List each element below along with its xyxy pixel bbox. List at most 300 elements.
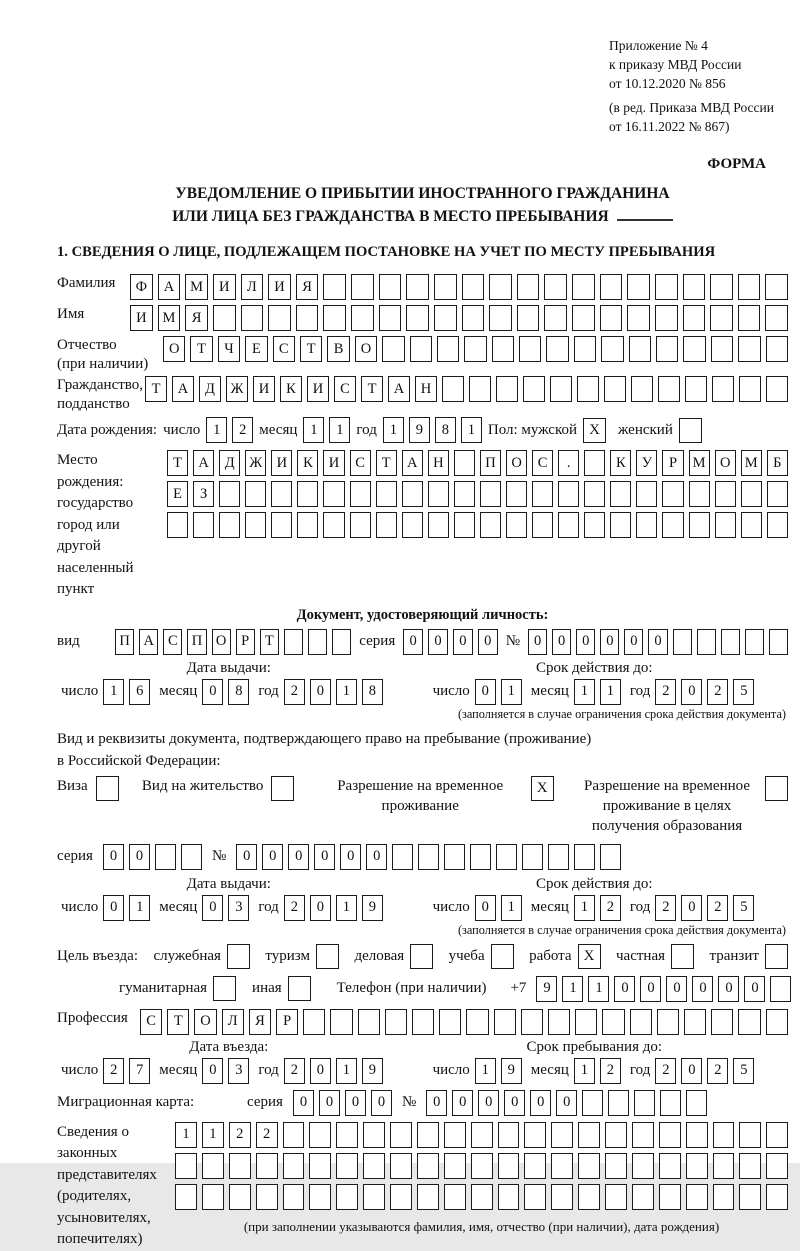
char-box [765, 274, 788, 300]
char-box: 0 [366, 844, 387, 870]
char-box [444, 1184, 466, 1210]
residence-number-boxes [236, 844, 621, 870]
char-box: А [172, 376, 194, 402]
char-box: 6 [129, 679, 150, 705]
char-box [466, 1009, 488, 1035]
migration-series-boxes [293, 1090, 392, 1116]
edition-line: (в ред. Приказа МВД России [609, 100, 774, 115]
char-box [575, 1009, 597, 1035]
study-checkbox [491, 944, 514, 969]
option-residence-permit: Вид на жительство [142, 776, 294, 801]
char-box: 0 [640, 976, 661, 1002]
char-box: А [193, 450, 214, 476]
char-box: 0 [530, 1090, 551, 1116]
representatives-boxes-3 [175, 1184, 788, 1210]
char-box [309, 1153, 331, 1179]
char-box: 0 [744, 976, 765, 1002]
char-box [605, 1153, 627, 1179]
char-box: 2 [655, 895, 676, 921]
representatives-block [57, 1122, 788, 1251]
stay-day-boxes [475, 1058, 522, 1084]
phone-boxes [536, 976, 791, 1002]
char-box [721, 629, 740, 655]
char-box [713, 1184, 735, 1210]
char-box [697, 629, 716, 655]
char-box [584, 481, 605, 507]
title-line-2: ИЛИ ЛИЦА БЕЗ ГРАЖДАНСТВА В МЕСТО ПРЕБЫВАНИЯ [57, 205, 788, 228]
char-box [551, 1184, 573, 1210]
tourism-checkbox [316, 944, 339, 969]
char-box [428, 481, 449, 507]
char-box [336, 1184, 358, 1210]
char-box: Р [662, 450, 683, 476]
day-label: число [61, 1062, 99, 1078]
char-box [659, 1153, 681, 1179]
char-box: Ф [130, 274, 153, 300]
year-label: год [258, 683, 279, 699]
char-box [283, 1184, 305, 1210]
char-box [769, 629, 788, 655]
char-box [351, 274, 374, 300]
char-box: 0 [600, 629, 619, 655]
firstname-boxes [130, 305, 788, 331]
entry-day-boxes [103, 1058, 150, 1084]
char-box [632, 1122, 654, 1148]
char-box [608, 1090, 629, 1116]
char-box [631, 376, 653, 402]
char-box [454, 481, 475, 507]
representatives-note: (при заполнении указываются фамилия, имя, отчество (при наличии), дата рождения) [243, 1218, 720, 1234]
char-box: 0 [426, 1090, 447, 1116]
option-temp-residence-education: Разрешение на временное проживание в целях получения образования [577, 776, 788, 836]
char-box: 0 [310, 1058, 331, 1084]
char-box: Д [199, 376, 221, 402]
stay-year-boxes [655, 1058, 754, 1084]
char-box [336, 1122, 358, 1148]
char-box [181, 844, 202, 870]
char-box: И [307, 376, 329, 402]
char-box [297, 481, 318, 507]
char-box [437, 336, 459, 362]
temp-residence-checkbox: X [531, 776, 554, 801]
char-box [406, 274, 429, 300]
visit-purpose-row-1 [57, 944, 788, 969]
char-box: 1 [129, 895, 150, 921]
char-box [601, 336, 623, 362]
citizenship-row [57, 376, 788, 414]
char-box: 0 [345, 1090, 366, 1116]
char-box: 1 [329, 417, 350, 443]
char-box: И [323, 450, 344, 476]
char-box [546, 336, 568, 362]
char-box: 0 [648, 629, 667, 655]
char-box [584, 512, 605, 538]
residence-issue-month-boxes [202, 895, 249, 921]
char-box [330, 1009, 352, 1035]
char-box [683, 336, 705, 362]
char-box [489, 274, 512, 300]
char-box [376, 512, 397, 538]
valid-until-heading: Срок действия до: [535, 875, 653, 892]
char-box: З [193, 481, 214, 507]
firstname-row [57, 305, 788, 331]
char-box [767, 481, 788, 507]
char-box [175, 1153, 197, 1179]
char-box [574, 336, 596, 362]
char-box: 0 [202, 1058, 223, 1084]
char-box [323, 274, 346, 300]
char-box: М [185, 274, 208, 300]
char-box [213, 305, 236, 331]
char-box [632, 1184, 654, 1210]
day-label: число [432, 1062, 470, 1078]
char-box [610, 481, 631, 507]
char-box [323, 512, 344, 538]
char-box: Ч [218, 336, 240, 362]
char-box [627, 305, 650, 331]
char-box: Т [300, 336, 322, 362]
char-box: 1 [383, 417, 404, 443]
page-title [57, 183, 788, 228]
option-visa: Виза [57, 776, 119, 801]
char-box [600, 305, 623, 331]
char-box [283, 1122, 305, 1148]
residence-valid-month-boxes [574, 895, 621, 921]
visit-purpose-row-2 [119, 976, 788, 1002]
char-box: 0 [103, 895, 124, 921]
business-checkbox [410, 944, 433, 969]
birth-place-boxes-3 [167, 512, 788, 538]
char-box: Л [241, 274, 264, 300]
char-box [765, 305, 788, 331]
profession-row [57, 1009, 788, 1035]
char-box: 2 [600, 1058, 621, 1084]
month-label: месяц [530, 899, 569, 915]
char-box [711, 336, 733, 362]
section-1-heading: 1. СВЕДЕНИЯ О ЛИЦЕ, ПОДЛЕЖАЩЕМ ПОСТАНОВКЕ НА УЧЕТ ПО МЕСТУ ПРЕБЫВАНИЯ [57, 244, 716, 260]
char-box: 0 [310, 895, 331, 921]
char-box [444, 1153, 466, 1179]
char-box: М [689, 450, 710, 476]
doc-number-boxes [528, 629, 788, 655]
char-box: Ж [245, 450, 266, 476]
char-box: 0 [475, 679, 496, 705]
profession-label: Профессия [57, 1009, 128, 1026]
char-box [766, 336, 788, 362]
char-box: 1 [574, 895, 595, 921]
char-box: 1 [600, 679, 621, 705]
char-box: 0 [202, 895, 223, 921]
char-box: Т [167, 450, 188, 476]
entry-date-heading: Дата въезда: [189, 1038, 269, 1055]
char-box: И [253, 376, 275, 402]
char-box: 0 [681, 895, 702, 921]
char-box: И [130, 305, 153, 331]
char-box [219, 481, 240, 507]
char-box: Т [376, 450, 397, 476]
char-box [471, 1184, 493, 1210]
char-box [713, 1153, 735, 1179]
char-box [766, 376, 788, 402]
char-box: Р [236, 629, 255, 655]
char-box: 0 [340, 844, 361, 870]
char-box: 0 [666, 976, 687, 1002]
profession-boxes [140, 1009, 788, 1035]
char-box [686, 1090, 707, 1116]
char-box [402, 512, 423, 538]
char-box [686, 1122, 708, 1148]
year-label: год [258, 899, 279, 915]
char-box [498, 1122, 520, 1148]
char-box: 1 [336, 679, 357, 705]
entry-dates [57, 1039, 788, 1084]
day-label: число [61, 899, 99, 915]
char-box [469, 376, 491, 402]
char-box: 8 [362, 679, 383, 705]
phone-prefix: +7 [510, 980, 527, 996]
identity-doc-row [57, 629, 788, 655]
char-box: 1 [501, 895, 522, 921]
char-box [464, 336, 486, 362]
char-box: Я [296, 274, 319, 300]
char-box [480, 481, 501, 507]
purpose-business: деловая [354, 944, 433, 969]
char-box [683, 274, 706, 300]
char-box: С [140, 1009, 162, 1035]
char-box [418, 844, 439, 870]
char-box: И [268, 274, 291, 300]
char-box: Т [190, 336, 212, 362]
residence-issue-year-boxes [284, 895, 383, 921]
patronymic-row [57, 336, 788, 374]
char-box [655, 305, 678, 331]
validity-note: (заполняется в случае ограничения срока действия документа) [457, 922, 786, 937]
char-box: 0 [552, 629, 571, 655]
entry-year-boxes [284, 1058, 383, 1084]
char-box [175, 1184, 197, 1210]
migration-card-label: Миграционная карта: [57, 1094, 195, 1110]
char-box [741, 481, 762, 507]
char-box: О [355, 336, 377, 362]
birth-place-label: Место рождения: государство город или другой населенный пункт [57, 452, 134, 597]
char-box [496, 844, 517, 870]
char-box [296, 305, 319, 331]
char-box: 0 [528, 629, 547, 655]
birth-date-label: Дата рождения: [57, 421, 158, 438]
char-box [657, 1009, 679, 1035]
char-box [673, 629, 692, 655]
entry-month-boxes [202, 1058, 249, 1084]
char-box [574, 844, 595, 870]
residence-doc-intro: Вид и реквизиты документа, подтверждающего право на пребывание (проживание) в Российской Федерации: [57, 730, 592, 769]
representatives-label: Сведения о законных представителях (родителях, усыновителях, попечителях) [57, 1123, 157, 1247]
char-box [610, 512, 631, 538]
char-box: 1 [303, 417, 324, 443]
char-box [662, 481, 683, 507]
char-box [715, 512, 736, 538]
char-box [710, 274, 733, 300]
char-box: К [297, 450, 318, 476]
purpose-humanitarian: гуманитарная [119, 976, 236, 1001]
char-box: 0 [556, 1090, 577, 1116]
valid-month-boxes [574, 679, 621, 705]
char-box [229, 1184, 251, 1210]
purpose-tourism: туризм [265, 944, 339, 969]
char-box [428, 512, 449, 538]
char-box [434, 274, 457, 300]
char-box [309, 1122, 331, 1148]
work-checkbox: X [578, 944, 601, 969]
char-box [323, 305, 346, 331]
representatives-boxes-1 [175, 1122, 788, 1148]
char-box [245, 512, 266, 538]
sex-female-checkbox [679, 418, 702, 443]
char-box [551, 1122, 573, 1148]
valid-day-boxes [475, 679, 522, 705]
char-box [766, 1184, 788, 1210]
char-box: 1 [562, 976, 583, 1002]
char-box: 2 [655, 1058, 676, 1084]
purpose-private: частная [616, 944, 694, 969]
char-box [521, 1009, 543, 1035]
char-box: 5 [733, 1058, 754, 1084]
char-box [532, 481, 553, 507]
char-box: О [194, 1009, 216, 1035]
birth-date-row [57, 417, 788, 443]
char-box [767, 512, 788, 538]
series-label: серия [57, 848, 93, 864]
char-box [572, 305, 595, 331]
year-label: год [258, 1062, 279, 1078]
patronymic-label: Отчество (при наличии) [57, 337, 149, 372]
char-box: О [715, 450, 736, 476]
citizenship-boxes [145, 376, 788, 402]
char-box [741, 512, 762, 538]
char-box [219, 512, 240, 538]
char-box: 0 [371, 1090, 392, 1116]
residence-doc-options [57, 776, 788, 836]
doc-series-boxes [403, 629, 498, 655]
char-box [506, 512, 527, 538]
char-box: 0 [428, 629, 448, 655]
char-box: 2 [229, 1122, 251, 1148]
char-box [739, 1153, 761, 1179]
char-box [412, 1009, 434, 1035]
char-box: Я [185, 305, 208, 331]
char-box [406, 305, 429, 331]
char-box: 0 [692, 976, 713, 1002]
char-box: 0 [718, 976, 739, 1002]
char-box: 0 [478, 629, 498, 655]
residence-valid-year-boxes [655, 895, 754, 921]
char-box: 7 [129, 1058, 150, 1084]
char-box [439, 1009, 461, 1035]
char-box: 1 [103, 679, 124, 705]
appendix-line: от 10.12.2020 № 856 [609, 76, 726, 91]
char-box [715, 481, 736, 507]
char-box [739, 1184, 761, 1210]
purpose-official: служебная [153, 944, 250, 969]
number-label: № [401, 1094, 417, 1110]
char-box: 1 [336, 895, 357, 921]
char-box: 3 [228, 1058, 249, 1084]
official-checkbox [227, 944, 250, 969]
char-box: 2 [284, 895, 305, 921]
char-box: О [212, 629, 231, 655]
month-label: месяц [259, 421, 298, 438]
identity-doc-heading: Документ, удостоверяющий личность: [296, 606, 549, 623]
char-box: У [636, 450, 657, 476]
issue-date-heading: Дата выдачи: [186, 875, 271, 892]
char-box [271, 481, 292, 507]
patronymic-boxes [163, 336, 788, 362]
char-box: Е [245, 336, 267, 362]
char-box [363, 1122, 385, 1148]
char-box [522, 844, 543, 870]
char-box: П [115, 629, 134, 655]
month-label: месяц [530, 1062, 569, 1078]
char-box [738, 1009, 760, 1035]
char-box [548, 1009, 570, 1035]
char-box: 2 [256, 1122, 278, 1148]
char-box: Т [145, 376, 167, 402]
appendix-reference [609, 36, 788, 136]
char-box [578, 1153, 600, 1179]
char-box [683, 305, 706, 331]
citizenship-label: Гражданство, подданство [57, 377, 144, 412]
doc-series-label: серия [359, 633, 396, 649]
char-box: 9 [536, 976, 557, 1002]
issue-day-boxes [103, 679, 150, 705]
char-box [256, 1184, 278, 1210]
char-box [390, 1153, 412, 1179]
char-box: 1 [461, 417, 482, 443]
char-box [604, 376, 626, 402]
char-box [524, 1122, 546, 1148]
char-box [710, 305, 733, 331]
char-box [379, 274, 402, 300]
char-box: С [350, 450, 371, 476]
char-box [548, 844, 569, 870]
char-box [390, 1122, 412, 1148]
char-box [442, 376, 464, 402]
sex-female-label: женский [618, 421, 673, 438]
char-box [605, 1122, 627, 1148]
char-box: 0 [314, 844, 335, 870]
char-box [202, 1184, 224, 1210]
char-box [685, 376, 707, 402]
char-box: . [558, 450, 579, 476]
char-box [584, 450, 605, 476]
char-box [524, 1184, 546, 1210]
char-box [309, 1184, 331, 1210]
char-box [402, 481, 423, 507]
char-box [462, 274, 485, 300]
residence-valid-day-boxes [475, 895, 522, 921]
char-box [738, 336, 760, 362]
char-box [506, 481, 527, 507]
char-box: В [327, 336, 349, 362]
char-box [229, 1153, 251, 1179]
char-box [600, 844, 621, 870]
year-label: год [629, 683, 651, 699]
char-box [766, 1122, 788, 1148]
char-box: О [163, 336, 185, 362]
char-box [544, 274, 567, 300]
char-box [630, 1009, 652, 1035]
transit-checkbox [765, 944, 788, 969]
purpose-work: работа X [529, 944, 601, 969]
